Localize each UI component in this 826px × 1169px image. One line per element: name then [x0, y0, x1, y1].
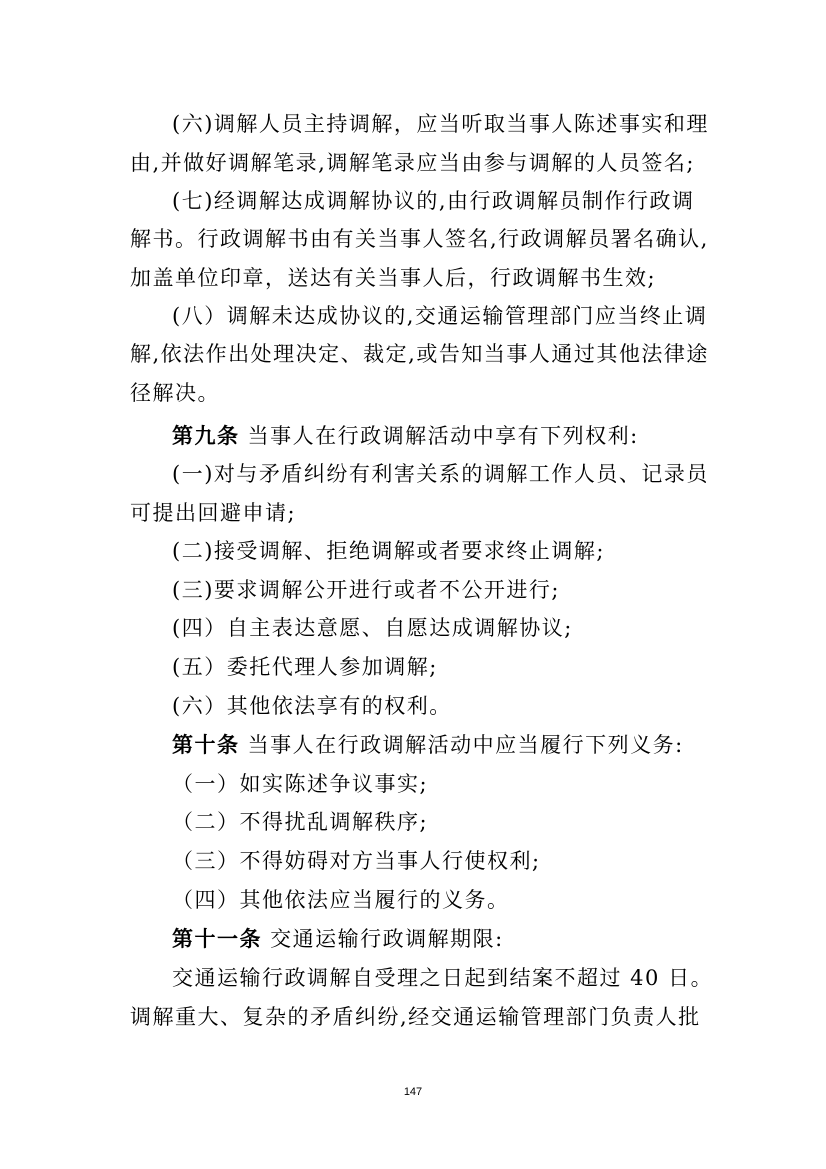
paragraph-line: 交通运输行政调解自受理之日起到结案不超过 40 日。 [172, 966, 714, 990]
article-text: 交通运输行政调解期限: [262, 927, 504, 951]
paragraph-line: 调解重大、复杂的矛盾纠纷,经交通运输管理部门负责人批 [130, 1005, 701, 1029]
paragraph-line: 解书。行政调解书由有关当事人签名,行政调解员署名确认, [130, 227, 709, 251]
paragraph-line: (六)调解人员主持调解，应当听取当事人陈述事实和理 [172, 112, 709, 136]
paragraph-line: (六）其他依法享有的权利。 [172, 694, 452, 718]
article-number: 第十条 [172, 732, 240, 757]
paragraph-line: 由,并做好调解笔录,调解笔录应当由参与调解的人员签名; [130, 151, 695, 175]
article-number: 第九条 [172, 423, 240, 448]
page-number: 147 [403, 1086, 423, 1098]
paragraph-line: (四）自主表达意愿、自愿达成调解协议; [172, 616, 573, 640]
paragraph-line: (八）调解未达成协议的,交通运输管理部门应当终止调 [172, 304, 708, 328]
paragraph-line: (三)要求调解公开进行或者不公开进行; [172, 578, 560, 602]
article-text: 当事人在行政调解活动中应当履行下列义务: [239, 733, 684, 757]
paragraph-line: （四）其他依法应当履行的义务。 [172, 888, 510, 912]
article-number: 第十一条 [172, 926, 262, 951]
article-heading-line [172, 418, 710, 454]
paragraph-line: (二)接受调解、拒绝调解或者要求终止调解; [172, 539, 605, 563]
paragraph-line: 径解决。 [130, 381, 220, 405]
paragraph-line: （二）不得扰乱调解秩序; [172, 810, 429, 834]
paragraph-line: (七)经调解达成调解协议的,由行政调解员制作行政调 [172, 189, 695, 213]
article-heading-line [172, 921, 710, 957]
paragraph-line: （一）如实陈述争议事实; [172, 772, 429, 796]
paragraph-line: （三）不得妨碍对方当事人行使权利; [172, 849, 541, 873]
paragraph-line: 解,依法作出处理决定、裁定,或告知当事人通过其他法律途 [130, 342, 709, 366]
paragraph-line: (一)对与矛盾纠纷有利害关系的调解工作人员、记录员 [172, 462, 709, 486]
paragraph-line: 加盖单位印章，送达有关当事人后，行政调解书生效; [130, 266, 657, 290]
article-text: 当事人在行政调解活动中享有下列权利: [239, 424, 639, 448]
article-heading-line [172, 727, 710, 763]
paragraph-line: 可提出回避申请; [130, 501, 297, 525]
paragraph-line: (五）委托代理人参加调解; [172, 655, 438, 679]
